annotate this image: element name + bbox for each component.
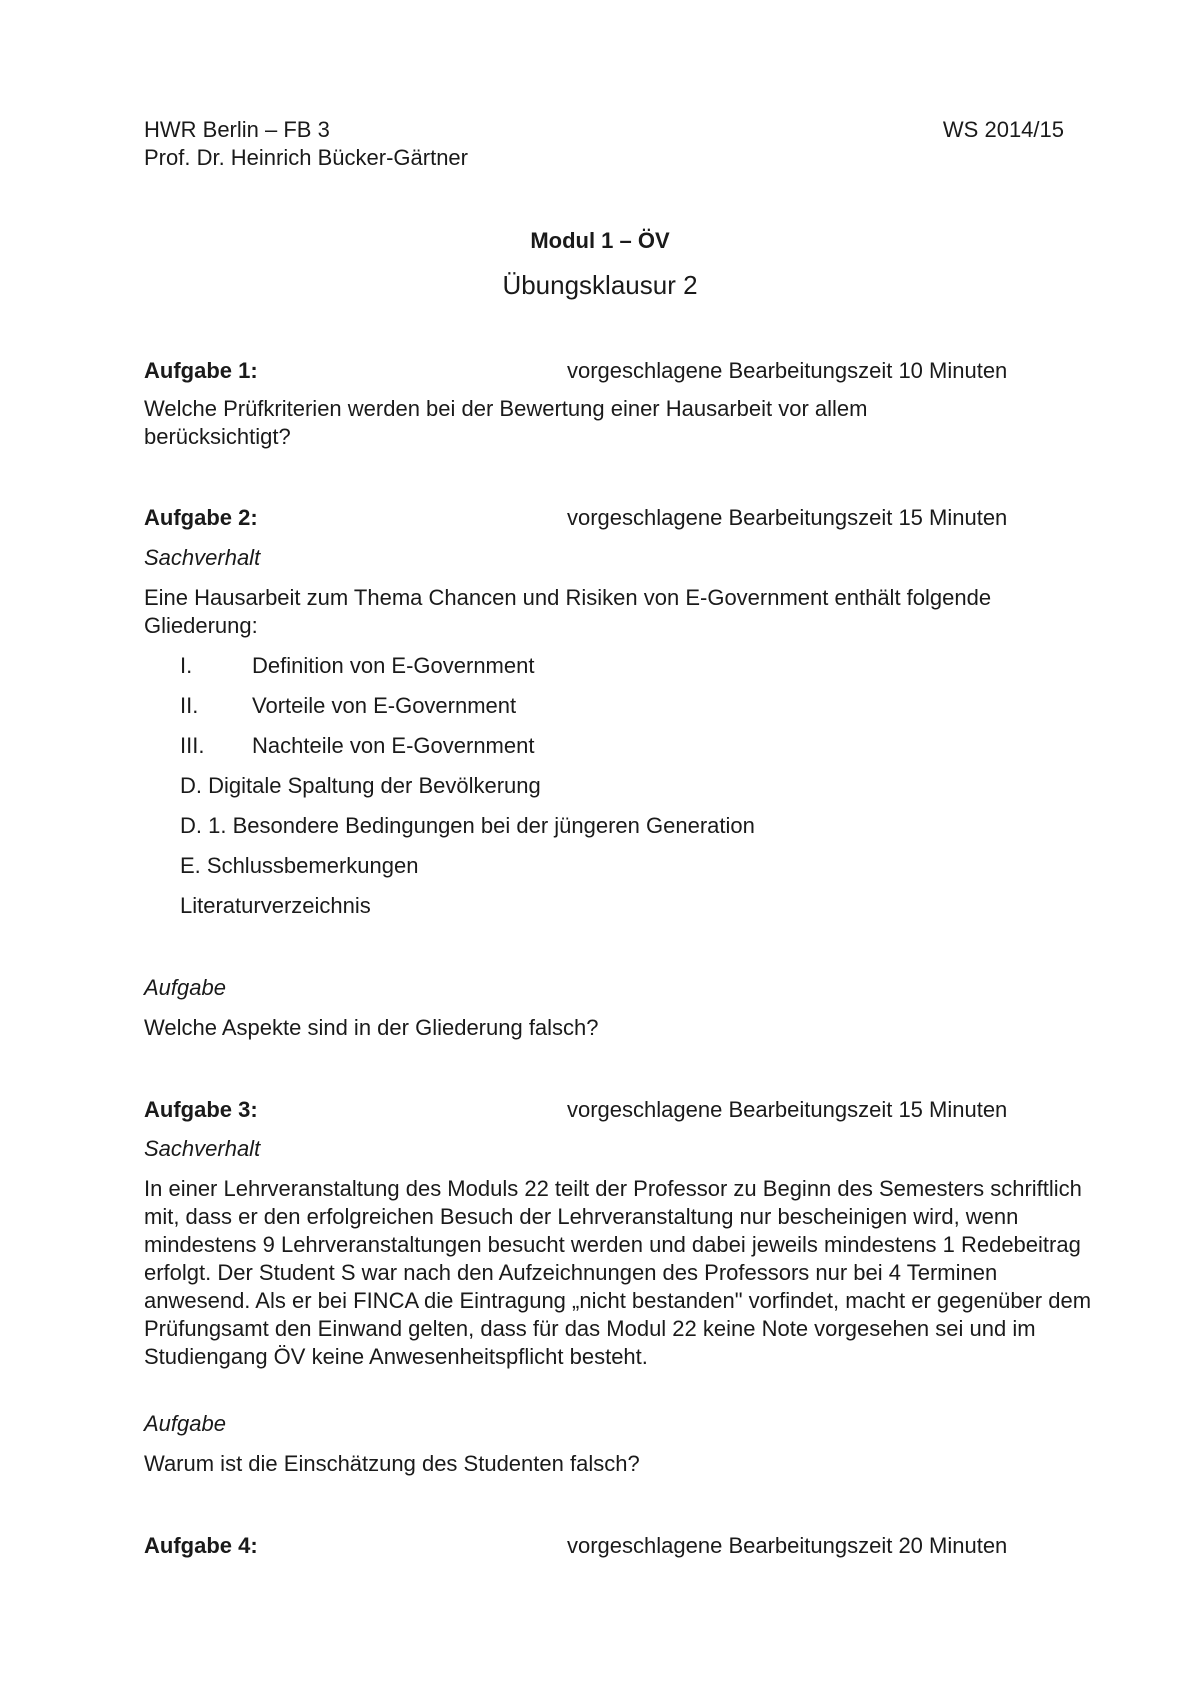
exam-title: Übungsklausur 2 [502,270,698,300]
outline-item [0,732,1200,760]
task-1-time: vorgeschlagene Bearbeitungszeit 10 Minuten [567,358,1008,383]
outline-item: Literaturverzeichnis [180,893,371,918]
task-2-label: Aufgabe 2: [144,505,258,530]
task-3-question: Warum ist die Einschätzung des Studenten falsch? [144,1451,640,1476]
task-2-facts-heading: Sachverhalt [144,545,261,570]
outline-number: I. [180,653,193,678]
task-2-question: Welche Aspekte sind in der Gliederung falsch? [144,1015,599,1040]
outline-text: Definition von E-Government [252,653,535,678]
task-3-time: vorgeschlagene Bearbeitungszeit 15 Minuten [567,1097,1008,1122]
task-4-time: vorgeschlagene Bearbeitungszeit 20 Minuten [567,1533,1008,1558]
task-3-task-heading: Aufgabe [144,1411,226,1436]
outline-item: E. Schlussbemerkungen [180,853,419,878]
professor-line: Prof. Dr. Heinrich Bücker-Gärtner [144,145,468,170]
semester-label: WS 2014/15 [942,117,1064,142]
outline-number: II. [180,693,199,718]
outline-text: Vorteile von E-Government [252,693,517,718]
task-1-question: Welche Prüfkriterien werden bei der Bewertung einer Hausarbeit vor allem berücksichtigt? [144,396,868,449]
institution-line: HWR Berlin – FB 3 [144,117,330,142]
task-2-facts: Eine Hausarbeit zum Thema Chancen und Risiken von E-Government enthält folgende Gliederung: [144,585,992,638]
task-3-facts: In einer Lehrveranstaltung des Moduls 22 teilt der Professor zu Beginn des Semesters schriftlich mit, dass er den erfolgreichen Besuch der Lehrveranstaltung nur bescheinigen wird, wenn mindestens 9 Lehrveranstaltungen besucht werden und dabei jeweils mindestens 1 Redebeitrag erfolgt. Der Student S war nach den Aufzeichnungen des Professors nur bei 4 Terminen anwesend. Als er bei FINCA die Eintragung „nicht bestanden" vorfindet, macht er gegenüber dem Prüfungsamt den Einwand gelten, dass für das Modul 22 keine Note vorgesehen sei und im Studiengang ÖV keine Anwesenheitspflicht besteht. [144,1176,1092,1369]
task-4-label: Aufgabe 4: [144,1533,258,1558]
outline-number: III. [180,733,205,758]
task-3-facts-heading: Sachverhalt [144,1136,261,1161]
task-2-task-heading: Aufgabe [144,975,226,1000]
outline-item [0,692,1200,720]
module-title: Modul 1 – ÖV [530,228,670,253]
task-2-time: vorgeschlagene Bearbeitungszeit 15 Minuten [567,505,1008,530]
outline-item [0,652,1200,680]
task-1-label: Aufgabe 1: [144,358,258,383]
outline-item: D. Digitale Spaltung der Bevölkerung [180,773,541,798]
outline-item: D. 1. Besondere Bedingungen bei der jüngeren Generation [180,813,755,838]
outline-text: Nachteile von E-Government [252,733,535,758]
task-3-label: Aufgabe 3: [144,1097,258,1122]
